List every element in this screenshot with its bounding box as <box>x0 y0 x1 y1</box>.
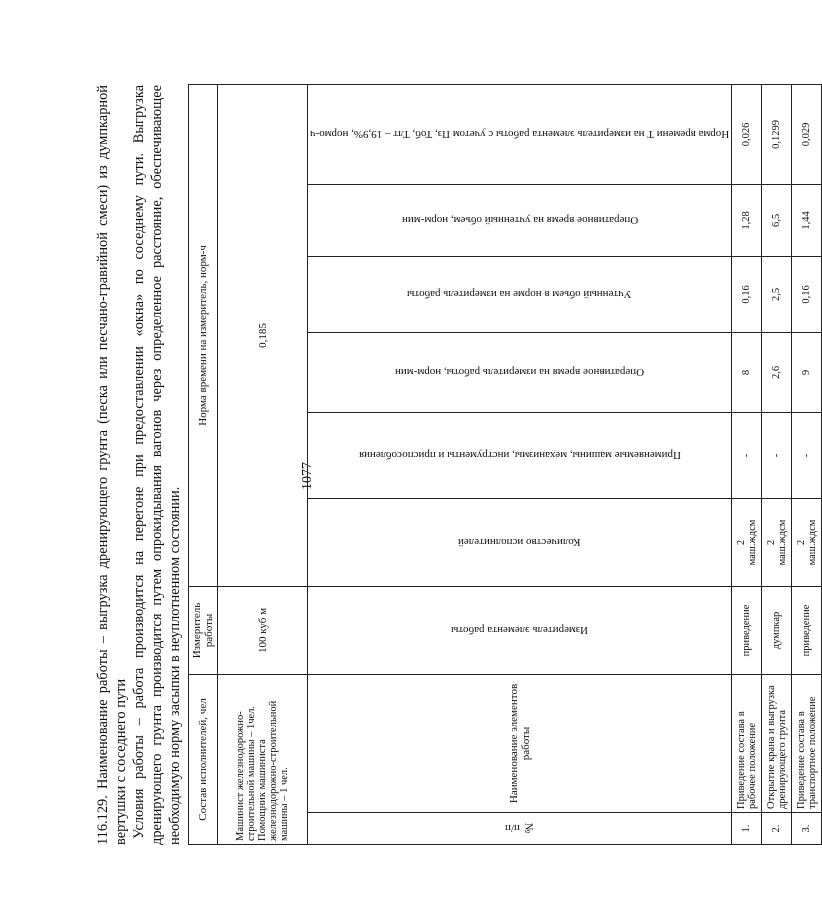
row-num: 3. <box>792 813 822 845</box>
row-performers: 2 маш.ждсм <box>792 498 822 586</box>
row-op-total: 1,44 <box>792 184 822 256</box>
row-num: 1. <box>732 813 762 845</box>
work-conditions: Условия работы – работа производится на перегоне при предоставлении «окна» по соседнему пути. Выгрузка дренирующего грунта производится путем опрокидывания вагонов через определенное расстояние, обеспечивающее необходимую норму засыпки в неуплотненном состоянии. <box>131 85 183 845</box>
table-body <box>732 84 822 844</box>
row-performers: 2 маш.ждсм <box>762 498 792 586</box>
document-heading <box>94 85 184 845</box>
row-volume: 0,16 <box>732 256 762 332</box>
norm-table <box>188 84 822 845</box>
row-volume: 2,5 <box>762 256 792 332</box>
num-header: № п/п <box>308 813 732 845</box>
row-unit: приведение <box>732 586 762 674</box>
op-time-header: Оперативное время на измеритель работы, норм-мин <box>308 332 732 412</box>
row-volume: 0,16 <box>792 256 822 332</box>
norm-header: Норма времени на измеритель, норм-ч <box>189 84 218 586</box>
unit-header: Измеритель работы <box>189 586 218 674</box>
element-name-header: Наименование элементов работы <box>308 674 732 812</box>
machines-header: Применяемые машины, механизмы, инструменты и приспособления <box>308 412 732 498</box>
row-name: Приведение состава в рабочее положение <box>732 674 762 812</box>
table-row <box>762 84 792 844</box>
table-row <box>732 84 762 844</box>
row-norm: 0,1299 <box>762 84 792 184</box>
table-row <box>792 84 822 844</box>
row-op-time: 9 <box>792 332 822 412</box>
row-op-total: 1,28 <box>732 184 762 256</box>
work-title: 116.129. Наименование работы – выгрузка дренирующего грунта (песка или песчано-гравийной смеси) из думпкарной вертушки с соседнего пути <box>95 85 129 845</box>
volume-header: Учтенный объем в норме на измеритель работы <box>308 256 732 332</box>
element-unit-header: Измеритель элемента работы <box>308 586 732 674</box>
row-op-time: 8 <box>732 332 762 412</box>
rotated-document <box>94 85 818 845</box>
row-unit: думпкар <box>762 586 792 674</box>
row-unit: приведение <box>792 586 822 674</box>
row-name: Открытие крана и выгрузка дренирующего грунта <box>762 674 792 812</box>
crew-header: Состав исполнителей, чел <box>189 674 218 844</box>
row-name: Приведение состава в транспортное положение <box>792 674 822 812</box>
row-num: 2. <box>762 813 792 845</box>
crew-text: Машинист железнодорожно-строительной машины – 1чел. Помощник машиниста железнодорожно-строительной машины – 1 чел. <box>218 674 308 844</box>
unit-value: 100 куб м <box>218 586 308 674</box>
row-performers: 2 маш.ждсм <box>732 498 762 586</box>
row-machines: - <box>762 412 792 498</box>
row-op-time: 2,6 <box>762 332 792 412</box>
row-machines: - <box>792 412 822 498</box>
performers-header: Количество исполнителей <box>308 498 732 586</box>
op-total-header: Оперативное время на учтенный объем, норм-мин <box>308 184 732 256</box>
norm-t-header: Норма времени Т на измеритель элемента работы с учетом Пз, Тоб, Тлт – 19,9%, нормо-ч <box>308 84 732 184</box>
row-op-total: 6,5 <box>762 184 792 256</box>
norm-value: 0,185 <box>218 84 308 586</box>
row-machines: - <box>732 412 762 498</box>
page-number: 1077 <box>300 462 315 490</box>
row-norm: 0,029 <box>792 84 822 184</box>
row-norm: 0,026 <box>732 84 762 184</box>
